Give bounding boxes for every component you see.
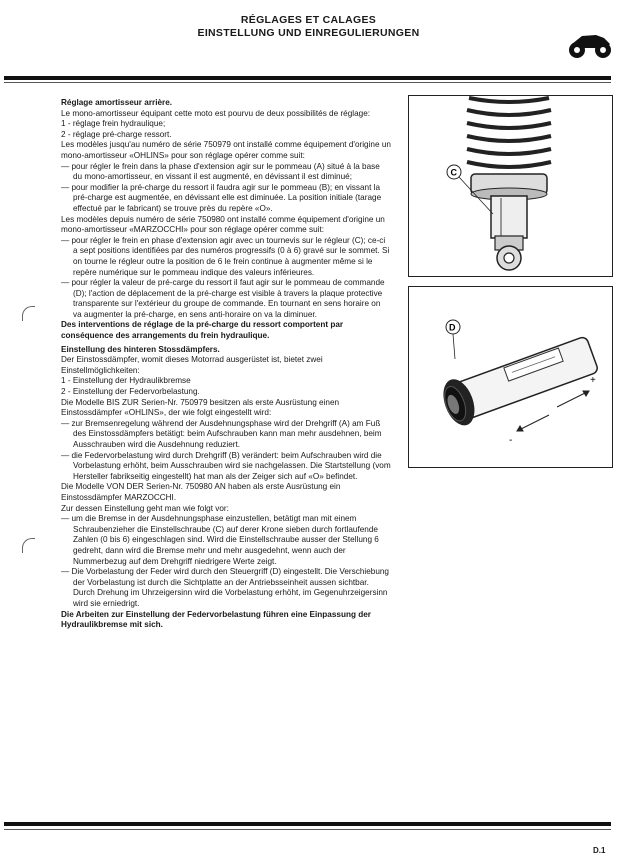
motorcycle-icon [566, 28, 614, 60]
svg-text:+: + [590, 375, 596, 386]
paragraph-heading: Des interventions de réglage de la pré-charge du ressort comportent par conséquence des arrangements du frein hydraulique. [61, 320, 344, 341]
header-title-de: EINSTELLUNG UND EINREGULIERUNGEN [197, 27, 420, 39]
paragraph: Der Einstossdämpfer, womit dieses Motorrad ausgerüstet ist, bietet zwei Einstellmöglichkeiten: [61, 355, 323, 375]
paragraph: — zur Bremsenregelung während der Ausdehnungsphase wird der Drehgriff (A) am Fuß des Einstossdämpfers betätigt: beim Aufschrauben kann man mehr ausdehnen, beim Ausschrauben wird die Ausdehnung reduziert. [61, 418, 382, 449]
body-text [61, 98, 391, 631]
paragraph: Die Modelle BIS ZUR Serien-Nr. 750979 besitzen als erste Ausrüstung einen Einstossdämpfer «OHLINS», der wie folgt eingestellt wird: [61, 397, 340, 418]
rear-shock-absorber-drawing [409, 96, 612, 276]
figure-preload-knob [408, 286, 613, 468]
svg-text:-: - [509, 435, 513, 446]
top-rule [4, 76, 611, 80]
page-number: D.1 [593, 846, 606, 855]
paragraph: 1 - Einstellung der Hydraulikbremse [61, 376, 191, 386]
header-title-fr: RÉGLAGES ET CALAGES [240, 14, 377, 26]
bottom-rule-thin [4, 829, 611, 830]
paragraph: Les modèles depuis numéro de série 750980 ont installé comme équipement d'origine un mono-amortisseur «MARZOCCHI» pour son réglage opérer comme suit: [61, 214, 385, 235]
paragraph-heading: Die Arbeiten zur Einstellung der Federvorbelastung führen eine Einpassung der Hydraulikbremse mit sich. [61, 609, 371, 630]
page-header [0, 14, 617, 40]
paragraph: Le mono-amortisseur équipant cette moto est pourvu de deux possibilités de réglage: [61, 108, 371, 118]
binder-hole-mark [22, 538, 35, 553]
binder-hole-mark [22, 306, 35, 321]
paragraph: — pour régler la valeur de pré-carge du ressort il faut agir sur le pommeau de commande (D); l'action de déplacement de la pré-charge est visible à travers la plaque protective transparente sur l'extérieur du groupe de commande. En tournant en sens horaire on va augmenter la pré-charge, en sens anti-horaire on va la diminuer. [61, 278, 385, 319]
preload-knob-drawing [409, 287, 612, 467]
paragraph: 2 - réglage pré-charge ressort. [61, 129, 172, 139]
paragraph-heading: Einstellung des hinteren Stossdämpfers. [61, 344, 220, 354]
paragraph: 2 - Einstellung der Federvorbelastung. [61, 387, 200, 397]
paragraph: Zur dessen Einstellung geht man wie folgt vor: [61, 503, 229, 513]
paragraph: Die Modelle VON DER Serien-Nr. 750980 AN haben als erste Ausrüstung ein Einstossdämpfer MARZOCCHI. [61, 482, 341, 502]
callout-d-label: D [449, 322, 456, 333]
callout-c-label: C [450, 167, 457, 178]
figure-rear-shock [408, 95, 613, 277]
paragraph: — pour modifier la pré-charge du ressort il faudra agir sur le pommeau (B); en vissant la pré-charge est augmentée, en dévissant elle est diminuée. La position initiale (tarage effectué par le fabricant) se trouve près du repère «O». [61, 182, 382, 213]
paragraph: — pour régler le frein en phase d'extension agir avec un tournevis sur le régleur (C); ce-ci a sept positions identifiées par des numéros progressifs (0 à 6) gravé sur le sommet. Si on tourne le régleur outre la position de 6 le frein continue à augmenter même si le repère numérique sur le pommeau indique des valeurs inférieures. [61, 235, 390, 277]
paragraph: — Die Vorbelastung der Feder wird durch den Steuergriff (D) eingestellt. Die Verschiebung der Vorbelastung ist durch die Sichtplatte an der Antriebsseinheit aussen sichtbar. Durch Drehung im Uhrzeigersinn wird die Vorbelastung erhöht, im Gegenuhrzeigersinn wird sie erniedrigt. [61, 567, 389, 608]
paragraph: — pour régler le frein dans la phase d'extension agir sur le pommeau (A) situé à la base du mono-amortisseur, en vissant il est augmenté, en dévissant il est diminué; [61, 161, 380, 182]
top-rule-thin [4, 82, 611, 83]
paragraph: — um die Bremse in der Ausdehnungsphase einzustellen, betätigt man mit einem Schraubenzieher die Einstellschraube (C) auf derer Krone sieben durch fortlaufende Zahlen (0 bis 6) eingeschlagen sind. Wird die Einstellschraube ausser der Stellung 6 gedreht, dann wird die Bremse mehr und mehr ausgedehnt, wenn auch der Nummerbezug auf dem Drehgriff niedrigere Werte zeigt. [61, 514, 379, 566]
paragraph: 1 - réglage frein hydraulique; [61, 119, 166, 129]
bottom-rule [4, 822, 611, 826]
paragraph: — die Federvorbelastung wird durch Drehgriff (B) verändert: beim Aufschrauben wird die Vorbelastung erhöht, beim Ausschrauben wird sie nachgelassen. Die Startstellung (vom Hersteller fabrikseitig eingestellt) hat man als der Zeiger sich auf «O» befindet. [61, 450, 391, 481]
paragraph-heading: Réglage amortisseur arrière. [61, 98, 173, 107]
paragraph: Les modèles jusqu'au numéro de série 750979 ont installé comme équipement d'origine un mono-amortisseur «OHLINS» pour son réglage opérer comme suit: [61, 140, 391, 160]
